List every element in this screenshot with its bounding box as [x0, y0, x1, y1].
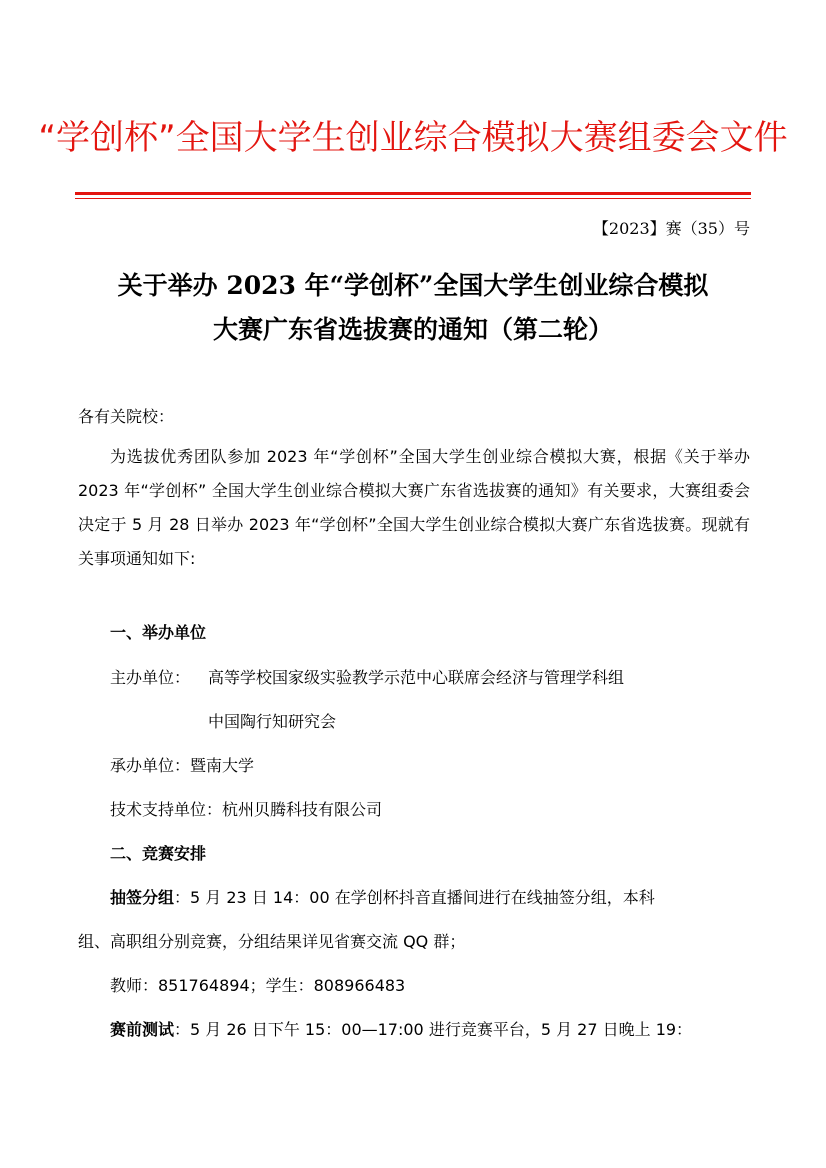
document-header-title: “学创杯”全国大学生创业综合模拟大赛组委会文件: [38, 118, 788, 158]
host-line1: 高等学校国家级实验教学示范中心联席会经济与管理学科组: [208, 668, 625, 687]
pretest-line: [110, 1017, 692, 1040]
pretest-label: 赛前测试: [110, 1020, 175, 1039]
document-title-line1: 关于举办 2023 年“学创杯”全国大学生创业综合模拟: [117, 271, 709, 300]
section2-heading: 二、竞赛安排: [110, 844, 207, 863]
organizer: 承办单位：暨南大学: [110, 756, 255, 775]
header-rule-thick: [75, 192, 751, 195]
salutation: 各有关院校：: [78, 407, 175, 426]
host-label: 主办单位：: [110, 668, 191, 687]
draw-line2: 组、高职组分别竞赛，分组结果详见省赛交流 QQ 群；: [78, 932, 466, 951]
qq-groups: 教师：851764894；学生：808966483: [110, 976, 406, 995]
document-title-line2: 大赛广东省选拔赛的通知（第二轮）: [212, 315, 613, 344]
document-number: 【2023】赛（35）号: [592, 219, 750, 238]
tech-support: 技术支持单位：杭州贝腾科技有限公司: [110, 800, 383, 819]
pretest-text: ：5 月 26 日下午 15：00—17:00 进行竞赛平台，5 月 27 日晚上 19：: [174, 1020, 693, 1039]
header-rule-thin: [75, 198, 751, 199]
draw-label: 抽签分组: [110, 888, 175, 907]
host-line2: 中国陶行知研究会: [208, 712, 337, 731]
draw-text-1: ：5 月 23 日 14：00 在学创杯抖音直播间进行在线抽签分组，本科: [174, 888, 655, 907]
intro-paragraph: 为选拔优秀团队参加 2023 年“学创杯”全国大学生创业综合模拟大赛，根据《关于举办 2023 年“学创杯” 全国大学生创业综合模拟大赛广东省选拔赛的通知》有关要求，大赛组委会决定于 5 月 28 日举办 2023 年“学创杯”全国大学生创业综合模拟大赛广东省选拔赛。现就有关事项通知如下:: [78, 447, 750, 568]
section1-heading: 一、举办单位: [110, 623, 207, 642]
draw-line1: [110, 885, 655, 908]
